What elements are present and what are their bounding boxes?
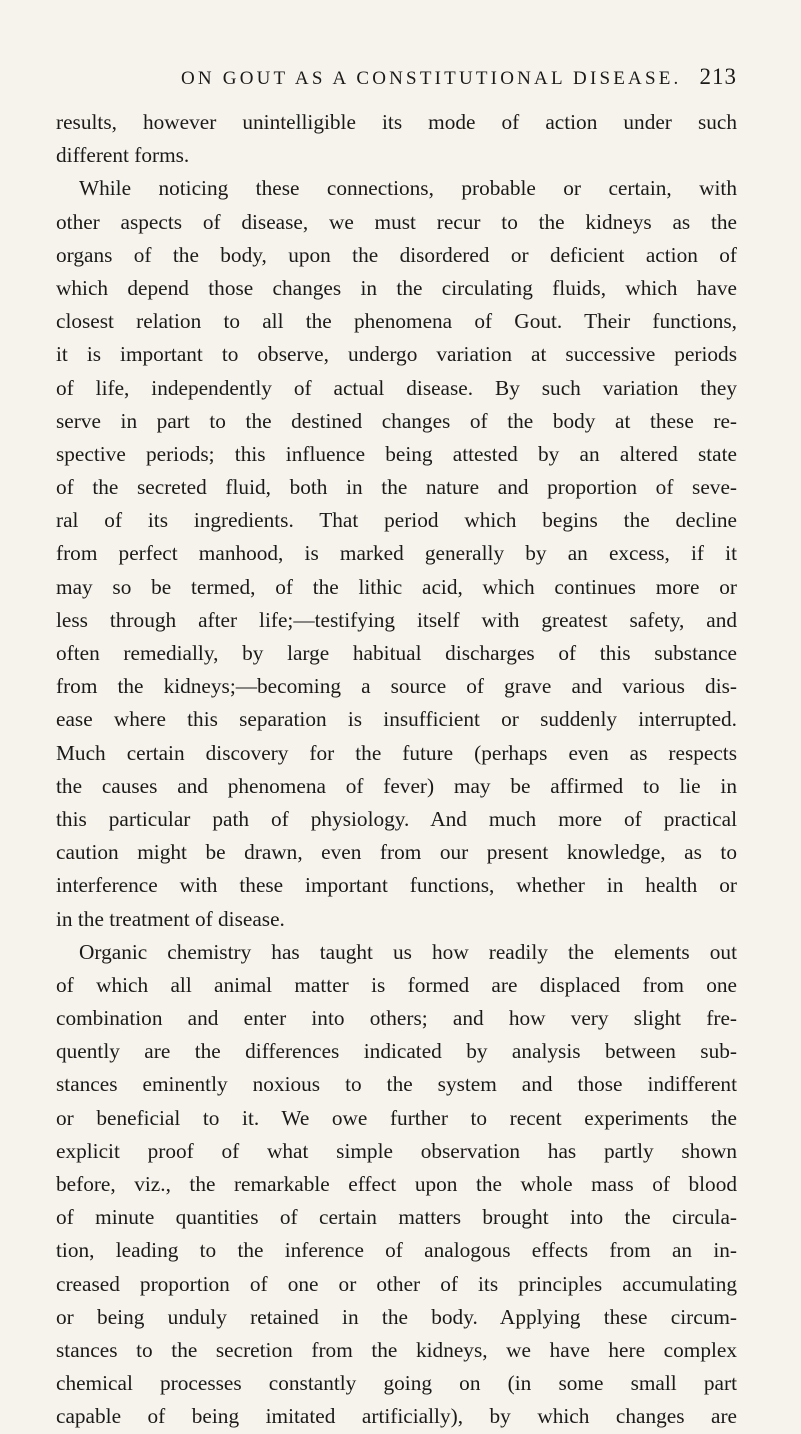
body-text bbox=[56, 106, 737, 1434]
text-line: from the kidneys;—becoming a source of grave and various dis- bbox=[56, 674, 737, 699]
text-line: of the secreted fluid, both in the nature and proportion of seve- bbox=[56, 475, 737, 500]
text-line: combination and enter into others; and how very slight fre- bbox=[56, 1006, 737, 1031]
text-line: capable of being imitated artificially), by which changes are bbox=[56, 1404, 737, 1429]
text-line: chemical processes constantly going on (in some small part bbox=[56, 1371, 737, 1396]
text-line: explicit proof of what simple observation has partly shown bbox=[56, 1138, 737, 1163]
text-line: of life, independently of actual disease. By such variation they bbox=[56, 375, 737, 400]
text-line: closest relation to all the phenomena of Gout. Their functions, bbox=[56, 309, 737, 334]
text-line: Organic chemistry has taught us how readily the elements out bbox=[79, 939, 737, 964]
text-line: results, however unintelligible its mode of action under such bbox=[56, 110, 737, 134]
text-line: or being unduly retained in the body. Applying these circum- bbox=[56, 1304, 737, 1329]
text-line: stances to the secretion from the kidneys, we have here complex bbox=[56, 1337, 737, 1362]
text-line: spective periods; this influence being attested by an altered state bbox=[56, 441, 737, 466]
text-line: organs of the body, upon the disordered or deficient action of bbox=[56, 242, 737, 267]
text-line: different forms. bbox=[56, 143, 190, 168]
text-line: of which all animal matter is formed are displaced from one bbox=[56, 972, 737, 997]
text-line: before, viz., the remarkable effect upon the whole mass of blood bbox=[56, 1172, 737, 1196]
text-line: of minute quantities of certain matters brought into the circula- bbox=[56, 1205, 737, 1230]
text-line: quently are the differences indicated by analysis between sub- bbox=[56, 1039, 737, 1064]
text-line: which depend those changes in the circulating fluids, which have bbox=[56, 275, 737, 300]
running-head bbox=[56, 64, 737, 90]
text-line: less through after life;—testifying itself with greatest safety, and bbox=[56, 607, 737, 632]
text-line: this particular path of physiology. And much more of practical bbox=[56, 806, 737, 831]
text-line: in the treatment of disease. bbox=[56, 906, 285, 931]
text-line: interference with these important functions, whether in health or bbox=[56, 873, 737, 898]
text-line: or beneficial to it. We owe further to recent experiments the bbox=[56, 1105, 737, 1130]
text-line: creased proportion of one or other of its principles accumulating bbox=[56, 1271, 737, 1296]
text-line: While noticing these connections, probable or certain, with bbox=[79, 176, 737, 201]
text-line: may so be termed, of the lithic acid, which continues more or bbox=[56, 574, 737, 599]
text-line: often remedially, by large habitual discharges of this substance bbox=[56, 641, 737, 665]
text-line: ral of its ingredients. That period which begins the decline bbox=[56, 508, 737, 533]
page-number: 213 bbox=[699, 64, 737, 89]
text-line: Much certain discovery for the future (perhaps even as respects bbox=[56, 740, 737, 765]
text-line: caution might be drawn, even from our present knowledge, as to bbox=[56, 840, 737, 865]
text-line: stances eminently noxious to the system and those indifferent bbox=[56, 1072, 737, 1097]
text-line: the causes and phenomena of fever) may be affirmed to lie in bbox=[56, 773, 737, 798]
text-line: tion, leading to the inference of analogous effects from an in- bbox=[56, 1238, 737, 1263]
text-line: ease where this separation is insufficient or suddenly interrupted. bbox=[56, 707, 737, 732]
running-title: ON GOUT AS A CONSTITUTIONAL DISEASE. bbox=[181, 68, 682, 89]
text-line: serve in part to the destined changes of the body at these re- bbox=[56, 408, 737, 433]
text-line: other aspects of disease, we must recur to the kidneys as the bbox=[56, 209, 737, 234]
text-line: from perfect manhood, is marked generally by an excess, if it bbox=[56, 541, 737, 566]
text-line: it is important to observe, undergo variation at successive periods bbox=[56, 342, 737, 367]
